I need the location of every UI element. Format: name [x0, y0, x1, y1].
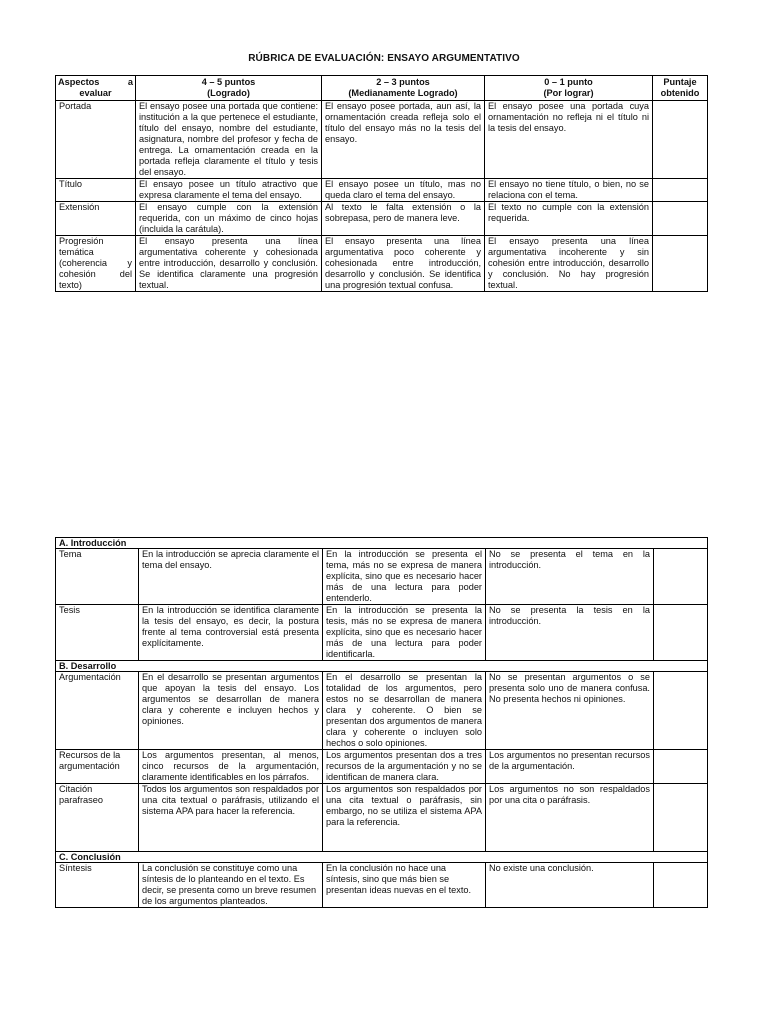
- header-line: 0 – 1 punto: [544, 77, 593, 87]
- table-row: [56, 784, 708, 852]
- criteria-cell: Los argumentos no son respaldados por una cita o paráfrasis.: [486, 784, 654, 852]
- criteria-cell: Los argumentos presentan, al menos, cinco recursos de la argumentación, claramente identificables en los párrafos.: [139, 750, 323, 784]
- rubric-table-general: [55, 75, 708, 292]
- header-line: evaluar: [79, 88, 112, 98]
- criteria-cell: Todos los argumentos son respaldados por una cita textual o paráfrasis, utilizando el sistema APA para hacer la referencia.: [139, 784, 323, 852]
- section-label: C. Conclusión: [56, 852, 708, 863]
- header-level-por-lograr: [485, 76, 653, 101]
- criteria-cell: Los argumentos presentan dos a tres recursos de la argumentación y no se identifican de manera clara.: [323, 750, 486, 784]
- section-row-introduccion: [56, 538, 708, 549]
- aspect-cell: Citación parafraseo: [56, 784, 139, 852]
- header-line: 2 – 3 puntos: [376, 77, 430, 87]
- aspect-cell: Tema: [56, 549, 139, 605]
- aspect-cell: Portada: [56, 101, 136, 179]
- header-row: [56, 76, 708, 101]
- score-cell[interactable]: [654, 750, 708, 784]
- criteria-cell: En la conclusión no hace una síntesis, sino que más bien se presentan ideas nuevas en el texto.: [323, 863, 486, 908]
- criteria-cell: El ensayo posee una portada que contiene: institución a la que pertenece el estudiante, título del ensayo, nombre del estudiante, asignatura, nombre del profesor y fecha de entrega. La ornamentación creada en la portada refleja claramente el título y tesis del ensayo.: [136, 101, 322, 179]
- score-cell[interactable]: [654, 549, 708, 605]
- criteria-cell: El ensayo no tiene título, o bien, no se relaciona con el tema.: [485, 179, 653, 202]
- header-line: (Logrado): [207, 88, 250, 98]
- table-row: [56, 101, 708, 179]
- rubric-table-structure: [55, 537, 708, 908]
- header-line: 4 – 5 puntos: [201, 77, 256, 87]
- criteria-cell: El ensayo posee portada, aun así, la ornamentación creada refleja solo el título del ensayo más no la tesis del ensayo.: [322, 101, 485, 179]
- header-line: (Por lograr): [543, 88, 594, 98]
- score-cell[interactable]: [654, 784, 708, 852]
- table-row: [56, 202, 708, 236]
- criteria-cell: El texto no cumple con la extensión requerida.: [485, 202, 653, 236]
- criteria-cell: El ensayo cumple con la extensión requerida, con un máximo de cinco hojas (incluida la carátula).: [136, 202, 322, 236]
- criteria-cell: En la introducción se aprecia claramente el tema del ensayo.: [139, 549, 323, 605]
- aspect-cell: Progresión temática (coherencia y cohesión del texto): [56, 236, 136, 292]
- criteria-cell: El ensayo presenta una línea argumentativa poco coherente y cohesionada entre introducción, desarrollo y conclusión. Se identifica una progresión textual confusa.: [322, 236, 485, 292]
- criteria-cell: Al texto le falta extensión o la sobrepasa, pero de manera leve.: [322, 202, 485, 236]
- document-title: RÚBRICA DE EVALUACIÓN: ENSAYO ARGUMENTATIVO: [248, 53, 520, 64]
- criteria-cell: Los argumentos son respaldados por una cita textual o paráfrasis, sin embargo, no se utiliza el sistema APA para la referencia.: [323, 784, 486, 852]
- header-aspect: [56, 76, 136, 101]
- criteria-cell: En la introducción se presenta la tesis, más no se expresa de manera explícita, sino que es necesario hacer más de una lectura para poder identificarla.: [323, 605, 486, 661]
- criteria-cell: Los argumentos no presentan recursos de la argumentación.: [486, 750, 654, 784]
- section-row-conclusion: [56, 852, 708, 863]
- header-line: Aspectos a: [58, 77, 133, 87]
- aspect-cell: Argumentación: [56, 672, 139, 750]
- criteria-cell: No se presenta el tema en la introducción.: [486, 549, 654, 605]
- aspect-cell: Título: [56, 179, 136, 202]
- header-level-logrado: [136, 76, 322, 101]
- header-score: [653, 76, 708, 101]
- criteria-cell: En el desarrollo se presentan argumentos que apoyan la tesis del ensayo. Los argumentos se desarrollan de manera clara y coherente e incluyen hechos y opiniones.: [139, 672, 323, 750]
- score-cell[interactable]: [653, 236, 708, 292]
- score-cell[interactable]: [654, 672, 708, 750]
- table-row: [56, 179, 708, 202]
- criteria-cell: No se presenta la tesis en la introducción.: [486, 605, 654, 661]
- criteria-cell: El ensayo posee una portada cuya ornamentación no refleja ni el título ni la tesis del ensayo.: [485, 101, 653, 179]
- table-row: [56, 672, 708, 750]
- criteria-cell: En la introducción se identifica claramente la tesis del ensayo, es decir, la postura frente al tema controversial está presenta explícitamente.: [139, 605, 323, 661]
- criteria-cell: En la introducción se presenta el tema, más no se expresa de manera explícita, sino que es necesario hacer más de una lectura para poder entenderlo.: [323, 549, 486, 605]
- score-cell[interactable]: [653, 202, 708, 236]
- criteria-cell: El ensayo posee un título atractivo que expresa claramente el tema del ensayo.: [136, 179, 322, 202]
- table-row: [56, 750, 708, 784]
- table-row: [56, 236, 708, 292]
- criteria-cell: La conclusión se constituye como una síntesis de lo planteando en el texto. Es decir, se presenta como un breve resumen de los argumentos planteados.: [139, 863, 323, 908]
- table-row: [56, 605, 708, 661]
- table-row: [56, 863, 708, 908]
- criteria-cell: No se presentan argumentos o se presenta solo uno de manera confusa. No presenta hechos ni opiniones.: [486, 672, 654, 750]
- criteria-cell: No existe una conclusión.: [486, 863, 654, 908]
- header-level-medianamente: [322, 76, 485, 101]
- aspect-cell: Recursos de la argumentación: [56, 750, 139, 784]
- section-row-desarrollo: [56, 661, 708, 672]
- header-line: (Medianamente Logrado): [348, 88, 458, 98]
- aspect-cell: Síntesis: [56, 863, 139, 908]
- score-cell[interactable]: [654, 863, 708, 908]
- table-row: [56, 549, 708, 605]
- score-cell[interactable]: [653, 101, 708, 179]
- header-line: Puntaje: [663, 77, 697, 87]
- aspect-cell: Tesis: [56, 605, 139, 661]
- criteria-cell: El ensayo posee un título, mas no queda claro el tema del ensayo.: [322, 179, 485, 202]
- aspect-cell: Extensión: [56, 202, 136, 236]
- criteria-cell: En el desarrollo se presentan la totalidad de los argumentos, pero estos no se desarrollan de manera clara y coherente. O bien se presentan dos argumentos de manera clara y coherente o incluyen solo hechos o solo opiniones.: [323, 672, 486, 750]
- score-cell[interactable]: [654, 605, 708, 661]
- criteria-cell: El ensayo presenta una línea argumentativa coherente y cohesionada entre introducción, desarrollo y conclusión. Se identifica claramente una progresión textual.: [136, 236, 322, 292]
- criteria-cell: El ensayo presenta una línea argumentativa incoherente y sin cohesión entre introducción, desarrollo y conclusión. No hay progresión textual.: [485, 236, 653, 292]
- score-cell[interactable]: [653, 179, 708, 202]
- section-label: B. Desarrollo: [56, 661, 708, 672]
- header-line: obtenido: [660, 88, 700, 98]
- section-label: A. Introducción: [56, 538, 708, 549]
